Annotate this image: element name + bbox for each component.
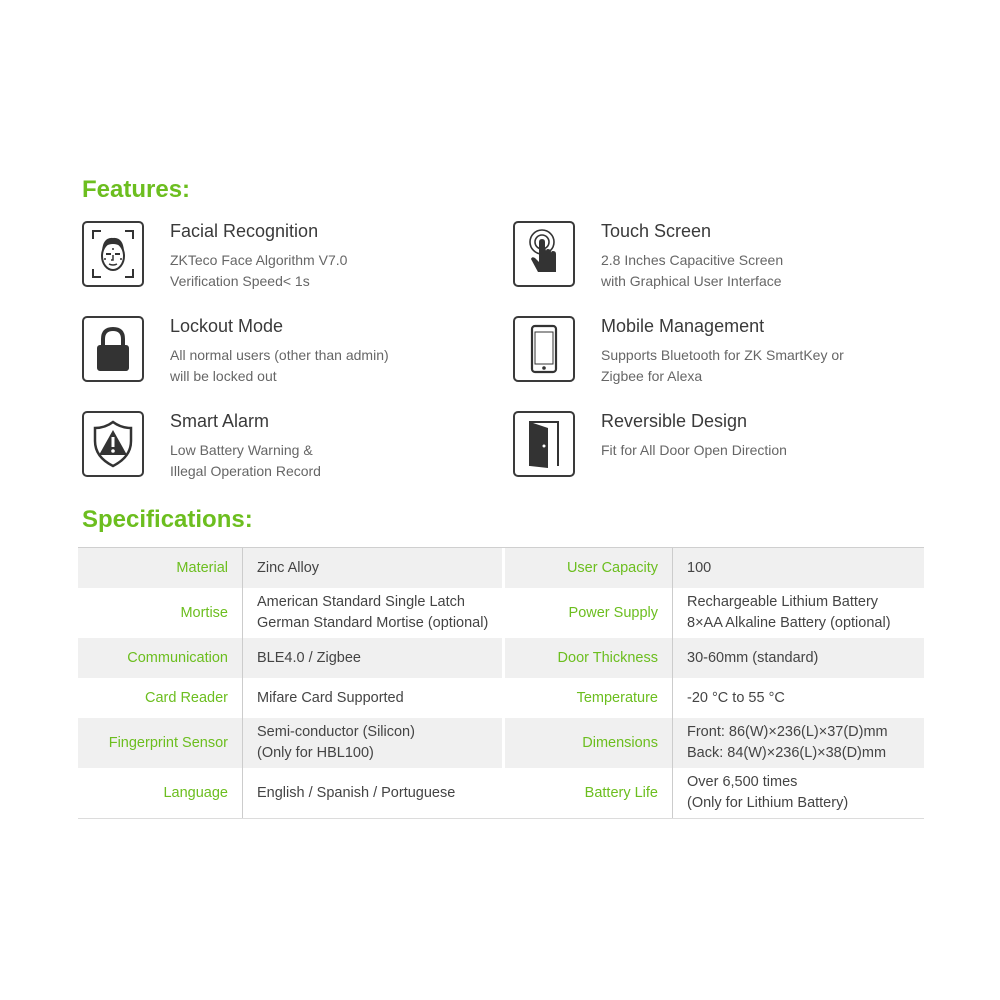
feature-title: Facial Recognition <box>170 221 319 241</box>
spec-label: Power Supply <box>502 588 672 638</box>
feature-description: All normal users (other than admin) will be locked out <box>170 347 389 384</box>
feature-title: Touch Screen <box>601 221 712 241</box>
spec-value: English / Spanish / Portuguese <box>242 768 502 818</box>
face-recognition-icon <box>82 221 144 287</box>
feature-description: ZKTeco Face Algorithm V7.0 Verification Speed< 1s <box>170 252 348 289</box>
feature-title: Lockout Mode <box>170 316 284 336</box>
spec-value: Over 6,500 times (Only for Lithium Battery) <box>672 768 924 818</box>
table-row <box>78 548 924 588</box>
table-row <box>78 678 924 718</box>
spec-value: American Standard Single Latch German Standard Mortise (optional) <box>242 588 502 638</box>
spec-value: Mifare Card Supported <box>242 678 502 718</box>
specifications-table <box>78 547 924 819</box>
spec-value: 30-60mm (standard) <box>672 638 924 678</box>
feature-description: Low Battery Warning & Illegal Operation Record <box>170 442 321 479</box>
spec-value: 100 <box>672 548 924 588</box>
table-row <box>78 768 924 819</box>
shield-alert-icon <box>82 411 144 477</box>
spec-label: Language <box>163 784 228 801</box>
padlock-icon <box>82 316 144 382</box>
spec-value: Zinc Alloy <box>242 548 502 588</box>
spec-label: Fingerprint Sensor <box>108 734 228 751</box>
feature-title: Smart Alarm <box>170 411 270 431</box>
specifications-heading: Specifications: <box>82 506 253 533</box>
spec-label: Door Thickness <box>502 638 672 678</box>
feature-title: Mobile Management <box>601 316 765 336</box>
spec-label: Mortise <box>180 604 228 621</box>
spec-label: User Capacity <box>502 548 672 588</box>
table-row <box>78 588 924 638</box>
mobile-phone-icon <box>513 316 575 382</box>
spec-value: Front: 86(W)×236(L)×37(D)mm Back: 84(W)×236(L)×38(D)mm <box>672 718 924 768</box>
spec-label: Dimensions <box>502 718 672 768</box>
features-heading: Features: <box>82 176 191 203</box>
spec-label: Battery Life <box>502 768 672 818</box>
touch-screen-icon <box>513 221 575 287</box>
feature-description: 2.8 Inches Capacitive Screen with Graphical User Interface <box>601 252 784 289</box>
table-row <box>78 718 924 768</box>
feature-title: Reversible Design <box>601 411 748 431</box>
spec-label: Temperature <box>502 678 672 718</box>
table-row <box>78 638 924 678</box>
feature-description: Supports Bluetooth for ZK SmartKey or Zigbee for Alexa <box>601 347 844 384</box>
spec-value: -20 °C to 55 °C <box>672 678 924 718</box>
spec-label: Card Reader <box>144 689 228 706</box>
spec-label: Communication <box>127 649 228 666</box>
spec-label: Material <box>176 559 228 576</box>
spec-value: Semi-conductor (Silicon) (Only for HBL100) <box>242 718 502 768</box>
spec-value: Rechargeable Lithium Battery 8×AA Alkaline Battery (optional) <box>672 588 924 638</box>
spec-value: BLE4.0 / Zigbee <box>242 638 502 678</box>
feature-description: Fit for All Door Open Direction <box>601 442 787 458</box>
open-door-icon <box>513 411 575 477</box>
